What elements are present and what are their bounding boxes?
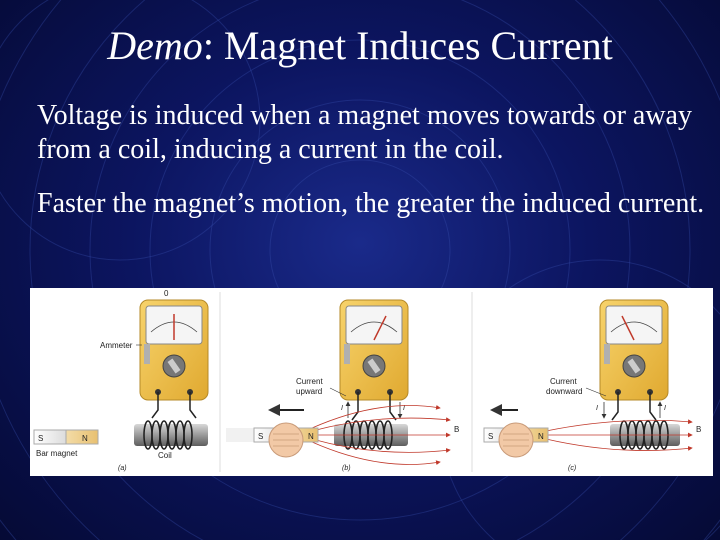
magnet-s-label-b: S: [258, 432, 264, 441]
field-b-label-b: B: [454, 425, 460, 434]
coil-a: [134, 421, 208, 449]
magnet-n-label-b: N: [308, 432, 314, 441]
slide-title: [0, 22, 720, 70]
panel-c-tag: (c): [568, 465, 577, 472]
hand-b: [269, 423, 303, 457]
bar-magnet-a: [34, 430, 98, 444]
coil-label: Coil: [158, 451, 172, 460]
current-label-b-1: Current: [296, 377, 323, 386]
panel-b: [226, 300, 459, 472]
induction-figure: [30, 288, 713, 476]
paragraph-induction: Voltage is induced when a magnet moves towards or away from a coil, inducing a current in the coil.: [37, 100, 692, 165]
magnet-n-label: N: [82, 434, 88, 443]
current-label-b-2: upward: [296, 387, 323, 396]
title-italic-part: Demo: [107, 23, 203, 68]
magnet-s-label: S: [38, 434, 44, 443]
panel-c: [484, 300, 701, 472]
field-b-label-c: B: [696, 425, 702, 434]
current-label-c-2: downward: [546, 387, 583, 396]
ammeter-a: [140, 300, 208, 400]
magnet-n-label-c: N: [538, 432, 544, 441]
field-lines-b: [312, 406, 450, 465]
current-i-left-c: I: [596, 405, 598, 412]
ammeter-label: Ammeter: [100, 341, 133, 350]
ammeter-b: [340, 300, 408, 400]
panel-b-tag: (b): [342, 465, 351, 472]
figure-illustration: [30, 288, 713, 476]
ammeter-c: [600, 300, 668, 400]
bar-magnet-label: Bar magnet: [36, 449, 78, 458]
magnet-s-label-c: S: [488, 432, 494, 441]
panel-a-tag: (a): [118, 465, 127, 472]
meter-zero-label: 0: [164, 289, 169, 298]
paragraph-speed: Faster the magnet’s motion, the greater the induced current.: [37, 188, 705, 219]
current-i-right-c: I: [664, 405, 666, 412]
hand-c: [499, 423, 533, 457]
current-i-left-b: I: [341, 405, 343, 412]
panel-a: [34, 289, 208, 472]
current-label-c-1: Current: [550, 377, 577, 386]
current-i-right-b: I: [403, 405, 405, 412]
title-main-part: : Magnet Induces Current: [202, 23, 613, 68]
